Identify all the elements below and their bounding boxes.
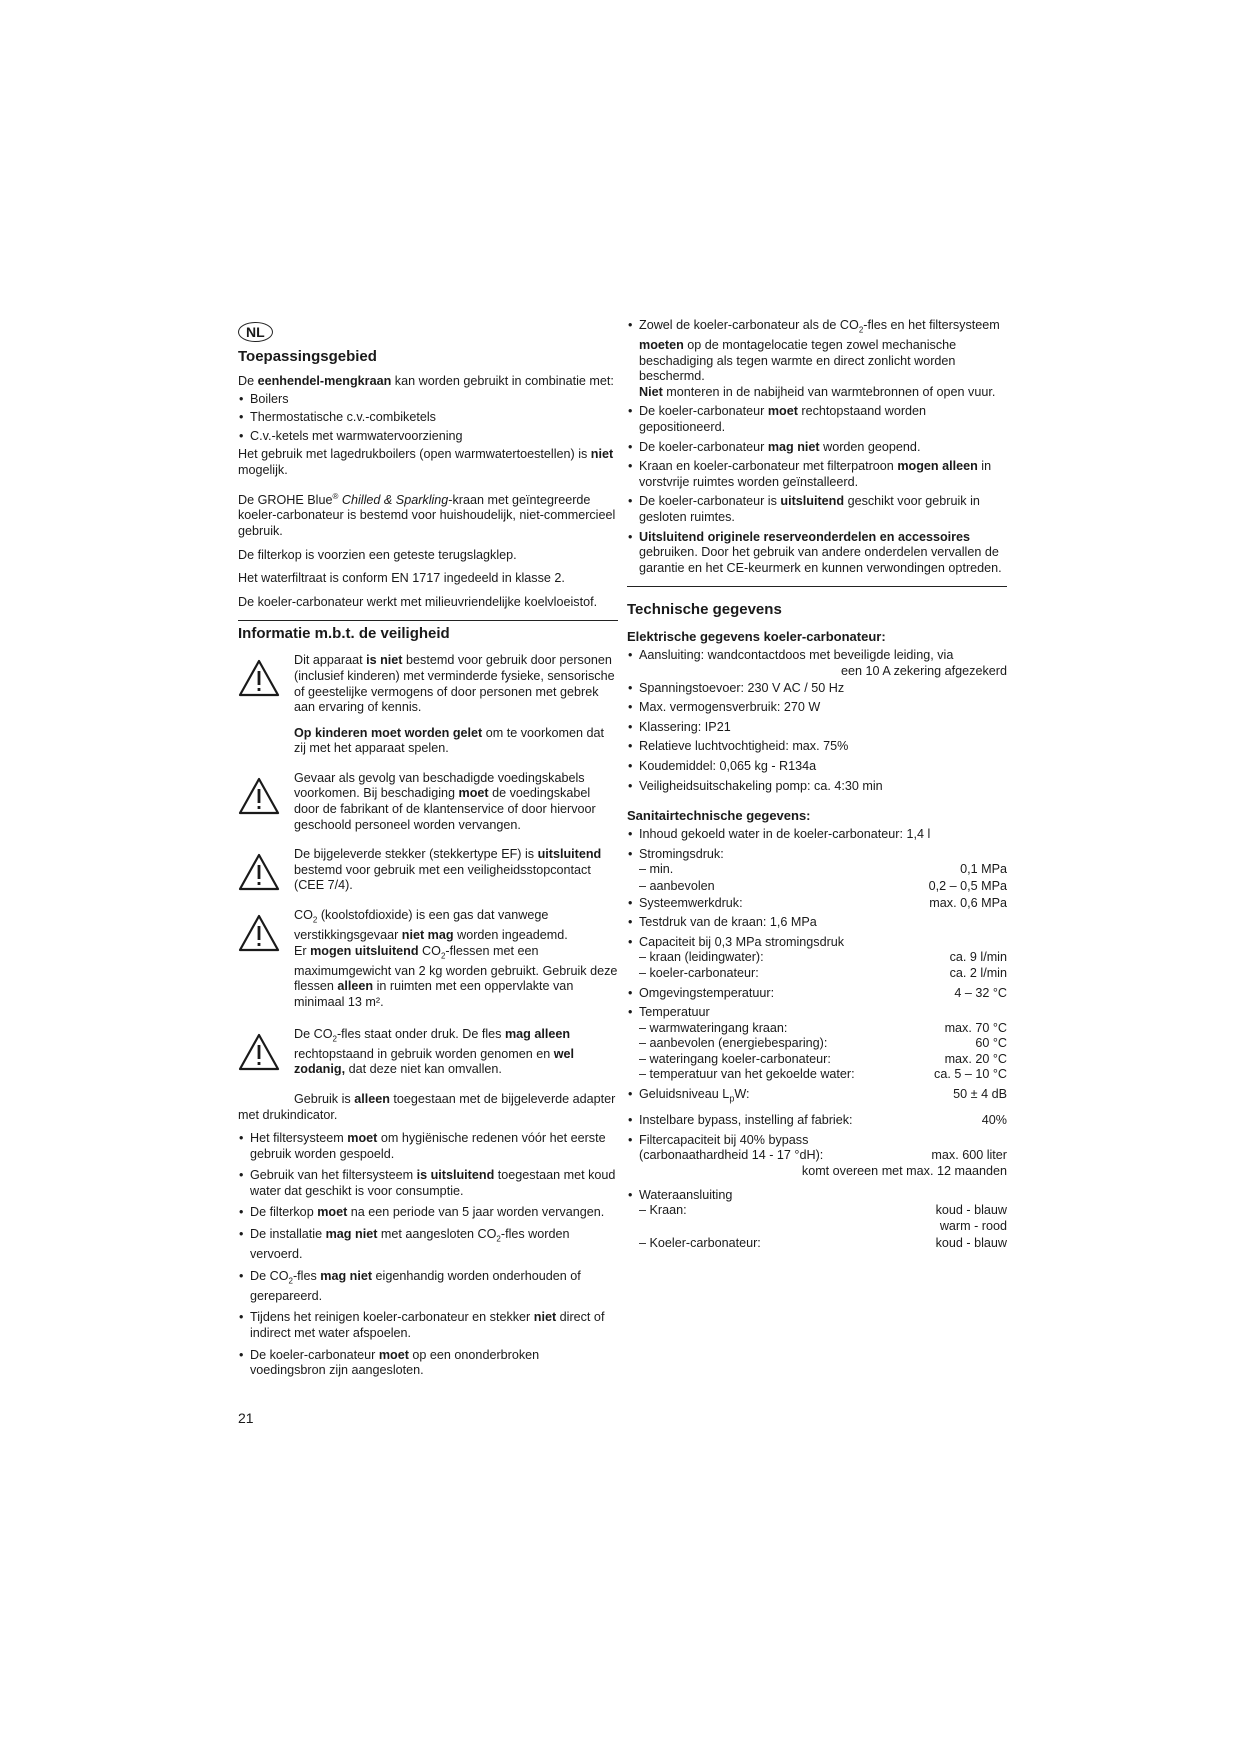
list-item: • Inhoud gekoeld water in de koeler-carbonateur: 1,4 l xyxy=(627,827,1007,843)
list-item: • Koudemiddel: 0,065 kg - R134a xyxy=(627,759,1007,775)
subsection-title-sanitair: Sanitairtechnische gegevens: xyxy=(627,808,811,824)
warning-text: De $CO_2$-fles staat onder druk. De fles mag alleen rechtopstaand in gebruik worden genomen en wel zodanig, dat deze niet kan omvallen. xyxy=(294,1026,575,1077)
installation-list xyxy=(627,318,1007,576)
list-item: • Gebruik van het filtersysteem is uitsluitend toegestaan met koud water dat geschikt is voor consumptie. xyxy=(238,1168,618,1199)
list-item: • Uitsluitend originele reserveonderdelen en accessoires gebruiken. Door het gebruik van andere onderdelen vervallen de garantie en het CE-keurmerk en kunnen verwondingen optreden. xyxy=(627,530,1007,577)
filterkop-text: De filterkop is voorzien een geteste terugslagklep. xyxy=(238,547,517,562)
lowpressure-text: Het gebruik met lagedrukboilers (open warmwatertoestellen) is niet mogelijk. xyxy=(238,447,614,477)
list-item: • Zowel de koeler-carbonateur als de $CO_2$-fles en het filtersysteem moeten op de montagelocatie tegen zowel mechanische beschadiging als tegen warmte en direct zonlicht worden beschermd. Niet monteren in de nabijheid van warmtebronnen of open vuur. xyxy=(627,318,1007,400)
list-item: • Systeemwerkdruk: max. 0,6 MPa xyxy=(627,896,1007,912)
warning-block xyxy=(238,908,618,1017)
list-item: • Testdruk van de kraan: 1,6 MPa xyxy=(627,915,1007,931)
intro-text: De eenhendel-mengkraan kan worden gebruikt in combinatie met: xyxy=(238,374,614,388)
warning-triangle-icon xyxy=(238,853,280,891)
warning-triangle-icon xyxy=(238,659,280,697)
safety-list xyxy=(238,1131,618,1379)
warning-text: Dit apparaat is niet bestemd voor gebruik door personen (inclusief kinderen) met verminderde fysieke, sensorische of geestelijke vermogens of door personen met gebrek aan ervaring of kennis. xyxy=(294,653,615,715)
waterfiltraat-text: Het waterfiltraat is conform EN 1717 ingedeeld in klasse 2. xyxy=(238,571,565,586)
list-item: • Aansluiting: wandcontactdoos met beveiligde leiding, via een 10 A zekering afgezekerd xyxy=(627,648,1007,679)
list-item: • Wateraansluiting – Kraan: koud - blauw warm - rood – Koeler-carbonateur: koud - blauw xyxy=(627,1188,1007,1252)
list-item: • Spanningstoevoer: 230 V AC / 50 Hz xyxy=(627,681,1007,697)
list-item: • Omgevingstemperatuur: 4 – 32 °C xyxy=(627,986,1007,1002)
section-title-veiligheid: Informatie m.b.t. de veiligheid xyxy=(238,625,450,643)
grohe-text: De GROHE Blue® Chilled & Sparkling-kraan met geïntegreerde koeler-carbonateur is bestemd voor huishoudelijk, niet-commercieel gebruik. xyxy=(238,491,616,538)
usage-list xyxy=(238,392,618,445)
warning-triangle-icon xyxy=(238,914,280,952)
electrical-list xyxy=(627,648,1007,794)
koelvloeistof-text: De koeler-carbonateur werkt met milieuvriendelijke koelvloeistof. xyxy=(238,594,598,609)
right-column xyxy=(627,318,1007,1256)
list-item: • De koeler-carbonateur mag niet worden geopend. xyxy=(627,440,1007,456)
divider xyxy=(238,620,618,621)
list-item: • Temperatuur – warmwateringang kraan: max. 70 °C – aanbevolen (energiebesparing): 60 °C – wateringang koeler-carbonateur: max. 20 °C – temperatuur van het gekoelde water: ca. 5 – 10 °C xyxy=(627,1005,1007,1083)
warning-text: $CO_2$ (koolstofdioxide) is een gas dat vanwege verstikkingsgevaar niet mag worden ingeademd. xyxy=(294,908,568,943)
warning-text: Er mogen uitsluitend $CO_2$-flessen met een maximumgewicht van 2 kg worden gebruikt. Gebruik deze flessen alleen in ruimten met een oppervlakte van minimaal 13 m². xyxy=(294,943,618,1010)
page-number: 21 xyxy=(238,1410,254,1426)
list-item: • Capaciteit bij 0,3 MPa stromingsdruk – kraan (leidingwater): ca. 9 l/min – koeler-carbonateur: ca. 2 l/min xyxy=(627,935,1007,982)
warning-block xyxy=(238,1027,618,1084)
list-item: • Instelbare bypass, instelling af fabriek: 40% xyxy=(627,1113,1007,1129)
list-item: • Relatieve luchtvochtigheid: max. 75% xyxy=(627,739,1007,755)
section-title-technisch: Technische gegevens xyxy=(627,601,782,619)
subsection-title-elektrisch: Elektrische gegevens koeler-carbonateur: xyxy=(627,629,886,645)
list-item: • De installatie mag niet met aangesloten $CO_2$-fles worden vervoerd. xyxy=(238,1227,618,1263)
warning-text: De bijgeleverde stekker (stekkertype EF) is uitsluitend bestemd voor gebruik met een veiligheidsstopcontact (CEE 7/4). xyxy=(294,847,602,893)
list-item: • De koeler-carbonateur moet rechtopstaand worden gepositioneerd. xyxy=(627,404,1007,435)
list-item: • De $CO_2$-fles mag niet eigenhandig worden onderhouden of gerepareerd. xyxy=(238,1269,618,1305)
list-item: • De koeler-carbonateur is uitsluitend geschikt voor gebruik in gesloten ruimtes. xyxy=(627,494,1007,525)
sanitary-list xyxy=(627,827,1007,1252)
warning-text: Gevaar als gevolg van beschadigde voedingskabels voorkomen. Bij beschadiging moet de voedingskabel door de fabrikant of de klantenservice of door hiervoor geschoold personeel worden vervangen. xyxy=(294,770,596,832)
warning-block xyxy=(238,847,618,900)
warning-triangle-icon xyxy=(238,1033,280,1071)
list-item: • Veiligheidsuitschakeling pomp: ca. 4:30 min xyxy=(627,779,1007,795)
list-item: • Filtercapaciteit bij 40% bypass (carbonaathardheid 14 - 17 °dH): max. 600 liter komt overeen met max. 12 maanden xyxy=(627,1133,1007,1180)
list-item: • Kraan en koeler-carbonateur met filterpatroon mogen alleen in vorstvrije ruimtes worden geïnstalleerd. xyxy=(627,459,1007,490)
left-column xyxy=(238,322,618,1383)
adapter-text: Gebruik is alleen toegestaan met de bijgeleverde adapter met drukindicator. xyxy=(238,1091,616,1122)
list-item: • Stromingsdruk: – min. 0,1 MPa – aanbevolen 0,2 – 0,5 MPa xyxy=(627,847,1007,895)
language-badge: NL xyxy=(238,322,273,342)
list-item: • Het filtersysteem moet om hygiënische redenen vóór het eerste gebruik worden gespoeld. xyxy=(238,1131,618,1162)
list-item: • De filterkop moet na een periode van 5 jaar worden vervangen. xyxy=(238,1205,618,1221)
list-item: • Klassering: IP21 xyxy=(627,720,1007,736)
list-item: • C.v.-ketels met warmwatervoorziening xyxy=(238,429,618,445)
list-item: • Tijdens het reinigen koeler-carbonateur en stekker niet direct of indirect met water afspoelen. xyxy=(238,1310,618,1341)
warning-block xyxy=(238,653,618,763)
divider xyxy=(627,586,1007,587)
section-title-toepassing: Toepassingsgebied xyxy=(238,348,377,365)
list-item: • Geluidsniveau $L_pW$: 50 ± 4 dB xyxy=(627,1087,1007,1107)
warning-block xyxy=(238,771,618,839)
warning-triangle-icon xyxy=(238,777,280,815)
list-item: • Thermostatische c.v.-combiketels xyxy=(238,410,618,426)
list-item: • Boilers xyxy=(238,392,618,408)
list-item: • De koeler-carbonateur moet op een ononderbroken voedingsbron zijn aangesloten. xyxy=(238,1348,618,1379)
list-item: • Max. vermogensverbruik: 270 W xyxy=(627,700,1007,716)
warning-text: Op kinderen moet worden gelet om te voorkomen dat zij met het apparaat spelen. xyxy=(294,725,605,756)
